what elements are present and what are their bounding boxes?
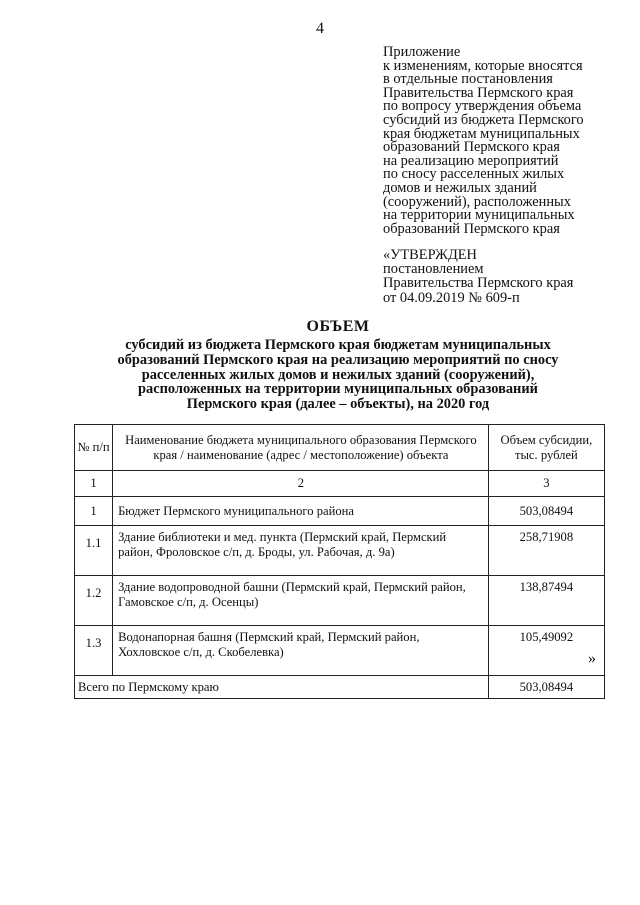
approval-line: постановлением <box>383 261 484 278</box>
appendix-line: к изменениям, которые вносятся <box>383 57 583 74</box>
appendix-line: Правительства Пермского края <box>383 84 574 101</box>
table-header-row <box>75 425 605 471</box>
appendix-line: образований Пермского края <box>383 220 560 237</box>
subtitle-line: расположенных на территории муниципальных образований <box>138 381 538 398</box>
row-volume: 138,87494 <box>488 576 604 626</box>
document-subtitle <box>96 338 580 412</box>
subtitle-line: Пермского края (далее – объекты), на 2020 год <box>186 396 490 413</box>
appendix-line: субсидий из бюджета Пермского <box>383 111 584 128</box>
index-cell: 1 <box>75 471 113 497</box>
table-row <box>75 576 605 626</box>
row-name: Водонапорная башня (Пермский край, Пермский район, Хохловское с/п, д. Скобелевка) <box>113 626 489 676</box>
table-index-row <box>75 471 605 497</box>
row-name: Бюджет Пермского муниципального района <box>113 497 489 526</box>
appendix-block <box>383 46 613 236</box>
row-name: Здание библиотеки и мед. пункта (Пермский край, Пермский район, Фроловское с/п, д. Броды, ул. Рабочая, д. 9а) <box>113 526 489 576</box>
subsidy-table <box>74 424 605 699</box>
index-cell: 3 <box>488 471 604 497</box>
closing-quote: » <box>588 650 596 667</box>
table-row <box>75 626 605 676</box>
header-num: № п/п <box>75 425 113 471</box>
table-row <box>75 497 605 526</box>
appendix-line: Приложение <box>383 44 461 60</box>
row-volume: 503,08494 <box>488 497 604 526</box>
index-cell: 2 <box>113 471 489 497</box>
approval-line: Правительства Пермского края <box>383 275 574 292</box>
subtitle-line: расселенных жилых домов и нежилых зданий (сооружений), <box>141 366 535 383</box>
row-name: Здание водопроводной башни (Пермский край, Пермский район, Гамовское с/п, д. Осенцы) <box>113 576 489 626</box>
document-title: ОБЪЕМ <box>306 318 370 335</box>
approval-block <box>383 248 613 305</box>
appendix-line: в отдельные постановления <box>383 71 553 88</box>
subtitle-line: образований Пермского края на реализацию мероприятий по сносу <box>117 351 559 368</box>
row-num: 1.1 <box>75 526 113 576</box>
subtitle-line: субсидий из бюджета Пермского края бюджетам муниципальных <box>125 337 551 353</box>
appendix-line: на территории муниципальных <box>383 207 575 224</box>
row-num: 1.2 <box>75 576 113 626</box>
page-number: 4 <box>316 20 324 37</box>
row-volume: 105,49092 <box>488 626 604 676</box>
table-total-row <box>75 676 605 699</box>
appendix-line: (сооружений), расположенных <box>383 193 571 210</box>
header-volume: Объем субсидии, тыс. рублей <box>488 425 604 471</box>
appendix-line: на реализацию мероприятий <box>383 152 559 169</box>
appendix-line: по вопросу утверждения объема <box>383 98 582 115</box>
approval-line: от 04.09.2019 № 609-п <box>383 289 520 306</box>
row-num: 1.3 <box>75 626 113 676</box>
row-volume: 258,71908 <box>488 526 604 576</box>
appendix-line: образований Пермского края <box>383 139 560 156</box>
header-name: Наименование бюджета муниципального образования Пермского края / наименование (адрес / местоположение) объекта <box>113 425 489 471</box>
table-row <box>75 526 605 576</box>
appendix-line: домов и нежилых зданий <box>383 179 537 196</box>
total-label: Всего по Пермскому краю <box>75 676 489 699</box>
row-num: 1 <box>75 497 113 526</box>
appendix-line: края бюджетам муниципальных <box>383 125 580 142</box>
appendix-line: по сносу расселенных жилых <box>383 166 565 183</box>
total-volume: 503,08494 <box>488 676 604 699</box>
approval-line: «УТВЕРЖДЕН <box>383 247 477 263</box>
